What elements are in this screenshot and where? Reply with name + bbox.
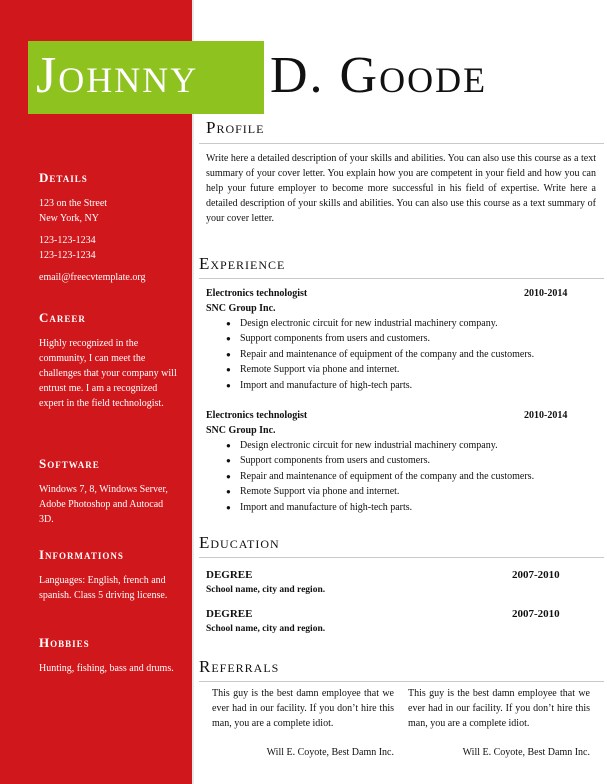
bullet-icon: ● — [226, 471, 231, 481]
referral-signature: Will E. Coyote, Best Damn Inc. — [266, 747, 394, 758]
software-section — [39, 456, 179, 534]
referral-text: This guy is the best damn employee that we ever had in our facility. If you don’t hire this man, you are a complete idiot. — [408, 688, 590, 729]
bullet-icon: ● — [226, 349, 231, 359]
job-company: SNC Group Inc. — [206, 303, 276, 314]
job-task — [226, 347, 601, 362]
job-task — [226, 362, 601, 377]
task-text: Remote Support via phone and internet. — [240, 364, 400, 376]
education-rule — [199, 557, 604, 558]
education-entry — [206, 567, 601, 597]
bullet-icon: ● — [226, 456, 231, 466]
job-task — [226, 378, 601, 393]
job-title-row — [206, 408, 601, 423]
bullet-icon: ● — [226, 502, 231, 512]
job-task — [226, 500, 601, 515]
job-entry — [206, 408, 601, 515]
education-entry — [206, 606, 601, 636]
education-row — [206, 606, 601, 622]
phone-1: 123-123-1234 — [39, 235, 96, 246]
informations-heading: Informations — [39, 547, 124, 562]
details-heading: Details — [39, 170, 88, 185]
sidebar-shadow — [192, 0, 194, 784]
bullet-icon: ● — [226, 441, 231, 450]
experience-rule — [199, 278, 604, 279]
referral — [408, 686, 590, 760]
job-task — [226, 316, 601, 331]
job-title: Electronics technologist — [206, 288, 308, 299]
job-tasks — [206, 438, 601, 515]
first-name: Johnny — [36, 47, 199, 104]
job-task — [226, 484, 601, 499]
bullet-icon: ● — [226, 487, 231, 497]
job-tasks — [206, 316, 601, 393]
education-years: 2007-2010 — [512, 569, 560, 581]
hobbies-heading: Hobbies — [39, 635, 90, 650]
task-text: Remote Support via phone and internet. — [240, 486, 400, 498]
job-task — [226, 469, 601, 484]
email: email@freecvtemplate.org — [39, 272, 146, 283]
referral-text: This guy is the best damn employee that we ever had in our facility. If you don’t hire this man, you are a complete idiot. — [212, 688, 394, 729]
referral — [212, 686, 394, 760]
profile-rule — [199, 143, 604, 144]
task-text: Support components from users and customers. — [240, 333, 430, 345]
task-text: Support components from users and customers. — [240, 455, 430, 467]
job-years: 2010-2014 — [524, 410, 568, 421]
task-text: Repair and maintenance of equipment of the company and the customers. — [240, 470, 535, 482]
hobbies-section — [39, 635, 179, 683]
education-years: 2007-2010 — [512, 608, 560, 620]
bullet-icon: ● — [226, 380, 231, 390]
school: School name, city and region. — [206, 624, 326, 634]
bullet-icon: ● — [226, 319, 231, 328]
profile-heading: Profile — [206, 118, 265, 137]
task-text: Design electronic circuit for new industrial machinery company. — [240, 318, 498, 329]
career-text: Highly recognized in the community, I can meet the challenges that your company will entrust me. I am a recognized expert in the field technologist. — [39, 338, 177, 409]
details-section — [39, 170, 179, 292]
job-title: Electronics technologist — [206, 410, 308, 421]
phones — [39, 233, 179, 263]
address-line-2: New York, NY — [39, 213, 100, 224]
experience-heading: Experience — [199, 254, 286, 273]
software-heading: Software — [39, 456, 100, 471]
task-text: Import and manufacture of high-tech parts. — [240, 379, 413, 391]
referrals-rule — [199, 681, 604, 682]
job-entry — [206, 286, 601, 393]
referrals-heading: Referrals — [199, 657, 280, 676]
referral-signature: Will E. Coyote, Best Damn Inc. — [462, 747, 590, 758]
career-section — [39, 310, 179, 418]
bullet-icon: ● — [226, 365, 231, 375]
hobbies-text: Hunting, fishing, bass and drums. — [39, 663, 174, 674]
job-task — [226, 331, 601, 346]
profile-text: Write here a detailed description of your skills and abilities. You can also use this course as a text summary of your cover letter. You explain how you are competent in your field and how you can help your future employer to become more successful in his field of expertise. Write here a detailed description of your skills and abilities. You can also use this course as a text summary of your cover letter. — [206, 153, 596, 224]
career-heading: Career — [39, 310, 86, 325]
bullet-icon: ● — [226, 334, 231, 344]
last-name: D. Goode — [270, 47, 488, 104]
job-title-row — [206, 286, 601, 301]
school: School name, city and region. — [206, 585, 326, 595]
name-header — [0, 41, 607, 114]
task-text: Design electronic circuit for new industrial machinery company. — [240, 440, 498, 451]
education-heading: Education — [199, 533, 280, 552]
job-task — [226, 438, 601, 453]
education-row — [206, 567, 601, 583]
task-text: Import and manufacture of high-tech parts. — [240, 501, 413, 513]
degree: DEGREE — [206, 569, 253, 581]
job-task — [226, 453, 601, 468]
informations-section — [39, 547, 179, 610]
job-years: 2010-2014 — [524, 288, 568, 299]
address-line-1: 123 on the Street — [39, 198, 108, 209]
address — [39, 196, 179, 226]
job-company: SNC Group Inc. — [206, 425, 276, 436]
task-text: Repair and maintenance of equipment of the company and the customers. — [240, 348, 535, 360]
informations-text: Languages: English, french and spanish. Class 5 driving license. — [39, 575, 168, 601]
degree: DEGREE — [206, 608, 253, 620]
phone-2: 123-123-1234 — [39, 250, 96, 261]
software-text: Windows 7, 8, Windows Server, Adobe Photoshop and Autocad 3D. — [39, 484, 168, 525]
